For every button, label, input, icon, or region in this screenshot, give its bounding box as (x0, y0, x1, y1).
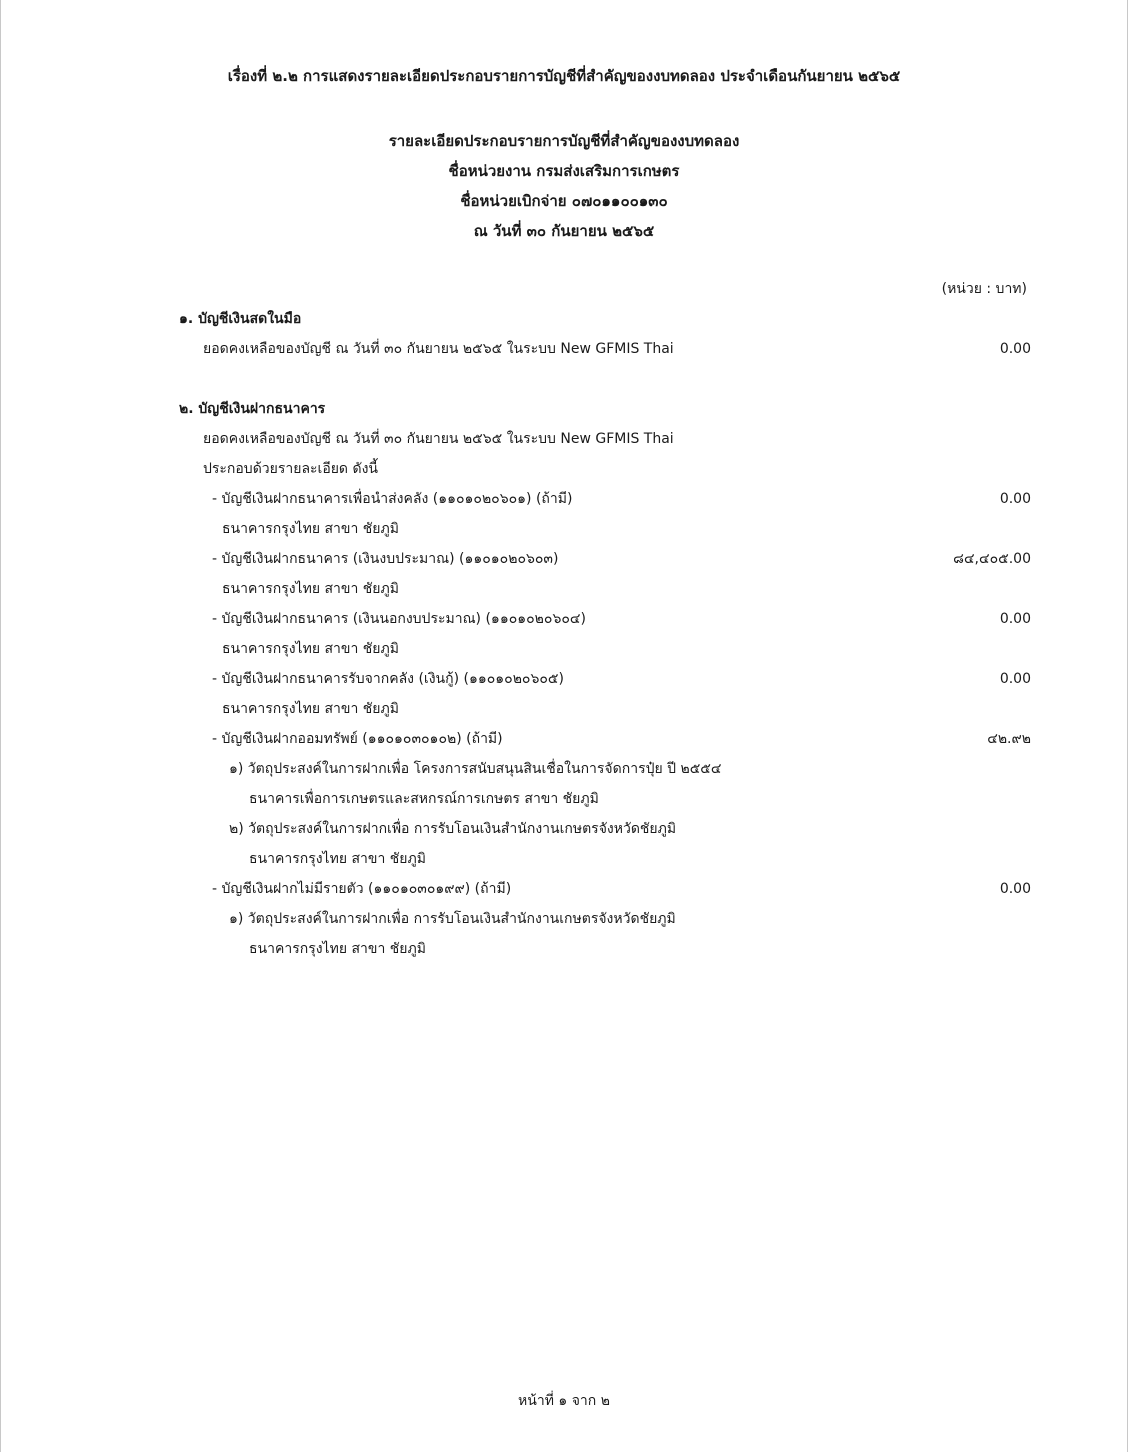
report-content (179, 304, 1031, 964)
account-label: - บัญชีเงินฝากออมทรัพย์ (๑๑๐๑๐๓๐๑๐๒) (ถ้ามี) (212, 731, 503, 747)
account-bank: ธนาคารกรุงไทย สาขา ชัยภูมิ (222, 641, 399, 657)
document-title: เรื่องที่ ๒.๒ การแสดงรายละเอียดประกอบรายการบัญชีที่สำคัญของงบทดลอง ประจำเดือนกันยายน ๒๕๖๕ (227, 67, 901, 85)
account-amount: ๘๔,๔๐๕.00 (953, 551, 1031, 567)
report-heading (1, 126, 1127, 246)
account-row (179, 664, 1031, 694)
account-row (179, 874, 1031, 904)
account-purpose-bank: ธนาคารกรุงไทย สาขา ชัยภูมิ (249, 851, 426, 867)
account-amount: ๔๒.๙๒ (987, 731, 1031, 747)
account-label: - บัญชีเงินฝากธนาคารรับจากคลัง (เงินกู้) (๑๑๐๑๐๒๐๖๐๕) (212, 671, 564, 687)
account-purpose: ๒) วัตถุประสงค์ในการฝากเพื่อ การรับโอนเงินสำนักงานเกษตรจังหวัดชัยภูมิ (229, 821, 677, 837)
account-row (179, 484, 1031, 514)
section-1-balance-amount: 0.00 (999, 341, 1031, 357)
account-purpose-bank: ธนาคารเพื่อการเกษตรและสหกรณ์การเกษตร สาขา ชัยภูมิ (249, 791, 599, 807)
section-1-balance-label: ยอดคงเหลือของบัญชี ณ วันที่ ๓๐ กันยายน ๒๕๖๕ ในระบบ New GFMIS Thai (203, 341, 674, 357)
account-purpose: ๑) วัตถุประสงค์ในการฝากเพื่อ การรับโอนเงินสำนักงานเกษตรจังหวัดชัยภูมิ (229, 911, 676, 927)
account-row (179, 724, 1031, 754)
report-heading-line: รายละเอียดประกอบรายการบัญชีที่สำคัญของงบทดลอง (388, 132, 740, 150)
section-1-heading: ๑. บัญชีเงินสดในมือ (179, 311, 302, 327)
account-label: - บัญชีเงินฝากธนาคาร (เงินงบประมาณ) (๑๑๐๑๐๒๐๖๐๓) (212, 551, 559, 567)
unit-label: (หน่วย : บาท) (941, 281, 1027, 297)
section-2-balance-label: ยอดคงเหลือของบัญชี ณ วันที่ ๓๐ กันยายน ๒๕๖๕ ในระบบ New GFMIS Thai (203, 431, 674, 447)
agency-name: ชื่อหน่วยงาน กรมส่งเสริมการเกษตร (448, 162, 680, 180)
account-row (179, 604, 1031, 634)
disbursement-unit: ชื่อหน่วยเบิกจ่าย ๐๗๐๑๑๐๐๑๓๐ (460, 192, 668, 210)
account-row (179, 544, 1031, 574)
section-2-heading: ๒. บัญชีเงินฝากธนาคาร (179, 401, 326, 417)
section-1-balance-row (179, 334, 1031, 364)
section-gap (179, 364, 1031, 394)
report-date: ณ วันที่ ๓๐ กันยายน ๒๕๖๕ (473, 222, 655, 240)
account-bank: ธนาคารกรุงไทย สาขา ชัยภูมิ (222, 581, 399, 597)
account-amount: 0.00 (999, 881, 1031, 897)
account-amount: 0.00 (999, 671, 1031, 687)
account-amount: 0.00 (999, 491, 1031, 507)
account-purpose-bank: ธนาคารกรุงไทย สาขา ชัยภูมิ (249, 941, 426, 957)
account-label: - บัญชีเงินฝากไม่มีรายตัว (๑๑๐๑๐๓๐๑๙๙) (ถ้ามี) (212, 881, 512, 897)
account-bank: ธนาคารกรุงไทย สาขา ชัยภูมิ (222, 701, 399, 717)
page-number: หน้าที่ ๑ จาก ๒ (518, 1393, 610, 1409)
account-label: - บัญชีเงินฝากธนาคารเพื่อนำส่งคลัง (๑๑๐๑๐๒๐๖๐๑) (ถ้ามี) (212, 491, 573, 507)
section-2-detail-intro: ประกอบด้วยรายละเอียด ดังนี้ (203, 461, 378, 477)
account-amount: 0.00 (999, 611, 1031, 627)
account-bank: ธนาคารกรุงไทย สาขา ชัยภูมิ (222, 521, 399, 537)
account-purpose: ๑) วัตถุประสงค์ในการฝากเพื่อ โครงการสนับสนุนสินเชื่อในการจัดการปุ๋ย ปี ๒๕๕๔ (229, 761, 722, 777)
account-label: - บัญชีเงินฝากธนาคาร (เงินนอกงบประมาณ) (๑๑๐๑๐๒๐๖๐๔) (212, 611, 586, 627)
